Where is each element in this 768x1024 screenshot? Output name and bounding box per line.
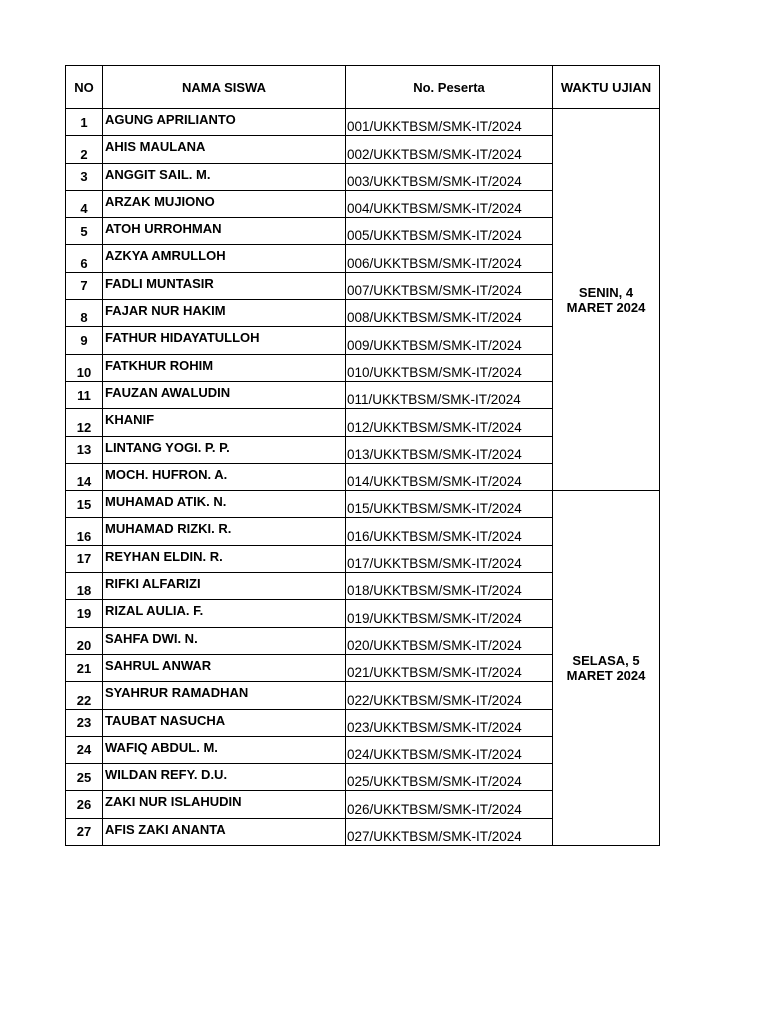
cell-no-peserta: 025/UKKTBSM/SMK-IT/2024 bbox=[346, 764, 553, 791]
cell-no: 3 bbox=[66, 163, 103, 190]
cell-no-peserta: 008/UKKTBSM/SMK-IT/2024 bbox=[346, 300, 553, 327]
table-header-row bbox=[66, 66, 660, 109]
cell-nama-siswa: ARZAK MUJIONO bbox=[103, 190, 346, 217]
cell-no: 7 bbox=[66, 272, 103, 299]
cell-no-peserta: 017/UKKTBSM/SMK-IT/2024 bbox=[346, 545, 553, 572]
cell-nama-siswa: MUHAMAD RIZKI. R. bbox=[103, 518, 346, 545]
cell-no: 23 bbox=[66, 709, 103, 736]
cell-no-peserta: 001/UKKTBSM/SMK-IT/2024 bbox=[346, 109, 553, 136]
cell-nama-siswa: AFIS ZAKI ANANTA bbox=[103, 818, 346, 845]
cell-nama-siswa: AGUNG APRILIANTO bbox=[103, 109, 346, 136]
cell-no-peserta: 005/UKKTBSM/SMK-IT/2024 bbox=[346, 218, 553, 245]
cell-no-peserta: 021/UKKTBSM/SMK-IT/2024 bbox=[346, 654, 553, 681]
cell-nama-siswa: RIZAL AULIA. F. bbox=[103, 600, 346, 627]
cell-nama-siswa: WAFIQ ABDUL. M. bbox=[103, 736, 346, 763]
cell-nama-siswa: ATOH URROHMAN bbox=[103, 218, 346, 245]
cell-no: 20 bbox=[66, 627, 103, 654]
header-no: NO bbox=[66, 66, 103, 109]
cell-no: 27 bbox=[66, 818, 103, 845]
cell-no: 9 bbox=[66, 327, 103, 354]
cell-nama-siswa: MOCH. HUFRON. A. bbox=[103, 463, 346, 490]
cell-no: 15 bbox=[66, 491, 103, 518]
cell-waktu-ujian bbox=[553, 109, 660, 491]
cell-nama-siswa: REYHAN ELDIN. R. bbox=[103, 545, 346, 572]
waktu-day-label: SELASA, 5 bbox=[572, 653, 640, 669]
cell-no: 12 bbox=[66, 409, 103, 436]
cell-nama-siswa: ZAKI NUR ISLAHUDIN bbox=[103, 791, 346, 818]
cell-nama-siswa: TAUBAT NASUCHA bbox=[103, 709, 346, 736]
cell-no: 17 bbox=[66, 545, 103, 572]
cell-no: 13 bbox=[66, 436, 103, 463]
cell-nama-siswa: LINTANG YOGI. P. P. bbox=[103, 436, 346, 463]
cell-no: 5 bbox=[66, 218, 103, 245]
cell-no: 25 bbox=[66, 764, 103, 791]
header-no-peserta: No. Peserta bbox=[346, 66, 553, 109]
cell-no: 16 bbox=[66, 518, 103, 545]
cell-no: 26 bbox=[66, 791, 103, 818]
cell-no-peserta: 010/UKKTBSM/SMK-IT/2024 bbox=[346, 354, 553, 381]
cell-no: 14 bbox=[66, 463, 103, 490]
cell-no: 4 bbox=[66, 190, 103, 217]
cell-no-peserta: 020/UKKTBSM/SMK-IT/2024 bbox=[346, 627, 553, 654]
cell-no-peserta: 002/UKKTBSM/SMK-IT/2024 bbox=[346, 136, 553, 163]
cell-no-peserta: 004/UKKTBSM/SMK-IT/2024 bbox=[346, 190, 553, 217]
cell-no-peserta: 026/UKKTBSM/SMK-IT/2024 bbox=[346, 791, 553, 818]
cell-no-peserta: 011/UKKTBSM/SMK-IT/2024 bbox=[346, 381, 553, 408]
cell-nama-siswa: FAUZAN AWALUDIN bbox=[103, 381, 346, 408]
table-body bbox=[66, 109, 660, 846]
cell-no: 1 bbox=[66, 109, 103, 136]
cell-no-peserta: 003/UKKTBSM/SMK-IT/2024 bbox=[346, 163, 553, 190]
cell-no-peserta: 007/UKKTBSM/SMK-IT/2024 bbox=[346, 272, 553, 299]
cell-no-peserta: 006/UKKTBSM/SMK-IT/2024 bbox=[346, 245, 553, 272]
cell-nama-siswa: KHANIF bbox=[103, 409, 346, 436]
table-row bbox=[66, 109, 660, 136]
cell-nama-siswa: AHIS MAULANA bbox=[103, 136, 346, 163]
cell-no-peserta: 016/UKKTBSM/SMK-IT/2024 bbox=[346, 518, 553, 545]
cell-no-peserta: 009/UKKTBSM/SMK-IT/2024 bbox=[346, 327, 553, 354]
header-nama-siswa: NAMA SISWA bbox=[103, 66, 346, 109]
cell-nama-siswa: SAHFA DWI. N. bbox=[103, 627, 346, 654]
cell-no: 8 bbox=[66, 300, 103, 327]
cell-no: 22 bbox=[66, 682, 103, 709]
cell-no-peserta: 022/UKKTBSM/SMK-IT/2024 bbox=[346, 682, 553, 709]
cell-nama-siswa: FAJAR NUR HAKIM bbox=[103, 300, 346, 327]
cell-nama-siswa: RIFKI ALFARIZI bbox=[103, 573, 346, 600]
waktu-month-label: MARET 2024 bbox=[566, 668, 646, 684]
cell-no-peserta: 013/UKKTBSM/SMK-IT/2024 bbox=[346, 436, 553, 463]
cell-no: 2 bbox=[66, 136, 103, 163]
cell-no: 21 bbox=[66, 654, 103, 681]
cell-no-peserta: 018/UKKTBSM/SMK-IT/2024 bbox=[346, 573, 553, 600]
cell-nama-siswa: FADLI MUNTASIR bbox=[103, 272, 346, 299]
student-exam-table bbox=[65, 65, 660, 846]
cell-nama-siswa: FATKHUR ROHIM bbox=[103, 354, 346, 381]
cell-no: 11 bbox=[66, 381, 103, 408]
header-waktu-ujian: WAKTU UJIAN bbox=[553, 66, 660, 109]
cell-no-peserta: 015/UKKTBSM/SMK-IT/2024 bbox=[346, 491, 553, 518]
waktu-month-label: MARET 2024 bbox=[566, 299, 646, 315]
cell-no: 24 bbox=[66, 736, 103, 763]
cell-nama-siswa: SYAHRUR RAMADHAN bbox=[103, 682, 346, 709]
cell-nama-siswa: WILDAN REFY. D.U. bbox=[103, 764, 346, 791]
cell-no-peserta: 012/UKKTBSM/SMK-IT/2024 bbox=[346, 409, 553, 436]
cell-no: 6 bbox=[66, 245, 103, 272]
cell-no: 19 bbox=[66, 600, 103, 627]
cell-waktu-ujian bbox=[553, 491, 660, 846]
cell-no-peserta: 024/UKKTBSM/SMK-IT/2024 bbox=[346, 736, 553, 763]
cell-no-peserta: 023/UKKTBSM/SMK-IT/2024 bbox=[346, 709, 553, 736]
cell-nama-siswa: AZKYA AMRULLOH bbox=[103, 245, 346, 272]
cell-no-peserta: 014/UKKTBSM/SMK-IT/2024 bbox=[346, 463, 553, 490]
cell-no: 18 bbox=[66, 573, 103, 600]
cell-nama-siswa: ANGGIT SAIL. M. bbox=[103, 163, 346, 190]
cell-no-peserta: 027/UKKTBSM/SMK-IT/2024 bbox=[346, 818, 553, 845]
cell-nama-siswa: SAHRUL ANWAR bbox=[103, 654, 346, 681]
cell-nama-siswa: FATHUR HIDAYATULLOH bbox=[103, 327, 346, 354]
cell-no-peserta: 019/UKKTBSM/SMK-IT/2024 bbox=[346, 600, 553, 627]
cell-no: 10 bbox=[66, 354, 103, 381]
table-row bbox=[66, 491, 660, 518]
waktu-day-label: SENIN, 4 bbox=[578, 284, 634, 300]
cell-nama-siswa: MUHAMAD ATIK. N. bbox=[103, 491, 346, 518]
